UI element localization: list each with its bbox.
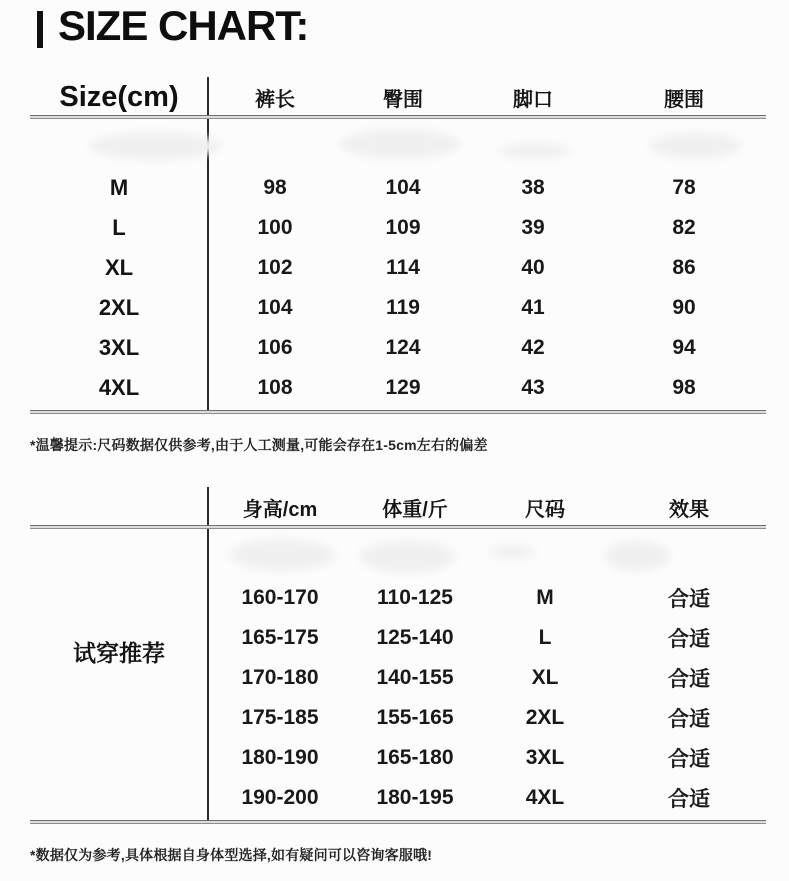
height-cell: 160-170 bbox=[241, 586, 319, 609]
size-cell: 2XL bbox=[98, 295, 140, 320]
column-header-leg-opening: 脚口 bbox=[513, 88, 553, 111]
height-cell: 190-200 bbox=[241, 786, 319, 809]
table-row bbox=[30, 658, 766, 698]
value-cell: 41 bbox=[521, 296, 545, 319]
table-row bbox=[30, 698, 766, 738]
value-cell: 43 bbox=[521, 376, 545, 399]
fit-table-rows bbox=[30, 578, 766, 818]
weight-cell: 125-140 bbox=[376, 626, 454, 649]
value-cell: 78 bbox=[672, 176, 696, 199]
page-title: SIZE CHART: bbox=[58, 2, 309, 49]
column-header-size: 尺码 bbox=[525, 498, 565, 521]
table-row bbox=[30, 778, 766, 818]
table-row bbox=[30, 578, 766, 618]
fit-table-header-rule bbox=[30, 525, 766, 529]
value-cell: 40 bbox=[521, 256, 545, 279]
fit-note: *数据仅为参考,具体根据自身体型选择,如有疑问可以咨询客服哦! bbox=[30, 847, 433, 863]
smudge-artifact bbox=[500, 143, 570, 159]
value-cell: 104 bbox=[385, 176, 421, 199]
column-header-pant-length: 裤长 bbox=[255, 88, 295, 111]
weight-cell: 165-180 bbox=[376, 746, 454, 769]
value-cell: 124 bbox=[385, 336, 421, 359]
size-cell: XL bbox=[531, 666, 559, 689]
value-cell: 109 bbox=[385, 216, 421, 239]
value-cell: 38 bbox=[521, 176, 545, 199]
table-row bbox=[30, 618, 766, 658]
smudge-artifact bbox=[230, 539, 335, 571]
value-cell: 119 bbox=[386, 296, 420, 319]
value-cell: 86 bbox=[672, 256, 696, 279]
column-header-effect: 效果 bbox=[669, 498, 709, 521]
weight-cell: 110-125 bbox=[377, 586, 453, 609]
weight-cell: 155-165 bbox=[376, 706, 454, 729]
effect-cell: 合适 bbox=[668, 788, 710, 811]
table-row bbox=[30, 248, 766, 288]
value-cell: 106 bbox=[257, 336, 293, 359]
smudge-artifact bbox=[340, 129, 460, 159]
smudge-artifact bbox=[605, 541, 670, 571]
column-header-waist: 腰围 bbox=[664, 88, 704, 111]
value-cell: 104 bbox=[257, 296, 293, 319]
value-cell: 90 bbox=[672, 296, 696, 319]
value-cell: 102 bbox=[257, 256, 293, 279]
effect-cell: 合适 bbox=[668, 708, 710, 731]
height-cell: 175-185 bbox=[241, 706, 319, 729]
fit-table-header-row bbox=[30, 487, 766, 527]
size-cell: 2XL bbox=[525, 706, 565, 729]
fit-side-label: 试穿推荐 bbox=[73, 640, 165, 666]
value-cell: 82 bbox=[672, 216, 696, 239]
value-cell: 98 bbox=[672, 376, 696, 399]
size-cell: XL bbox=[104, 255, 134, 280]
size-table-header-row bbox=[30, 77, 766, 117]
smudge-artifact bbox=[490, 545, 535, 559]
fit-table bbox=[30, 487, 766, 825]
size-cell: 3XL bbox=[525, 746, 565, 769]
size-cell: M bbox=[536, 586, 554, 609]
weight-cell: 140-155 bbox=[376, 666, 454, 689]
weight-cell: 180-195 bbox=[376, 786, 454, 809]
effect-cell: 合适 bbox=[668, 628, 710, 651]
fit-table-bottom-rule bbox=[30, 820, 766, 824]
height-cell: 180-190 bbox=[241, 746, 319, 769]
size-cell: M bbox=[109, 175, 129, 200]
height-cell: 170-180 bbox=[241, 666, 319, 689]
value-cell: 129 bbox=[385, 376, 421, 399]
size-table bbox=[30, 77, 766, 415]
table-row bbox=[30, 208, 766, 248]
effect-cell: 合适 bbox=[668, 588, 710, 611]
size-cell: 4XL bbox=[525, 786, 565, 809]
title-accent-bar bbox=[37, 11, 43, 48]
value-cell: 114 bbox=[386, 256, 420, 279]
value-cell: 42 bbox=[521, 336, 545, 359]
size-cell: L bbox=[538, 626, 552, 649]
size-note: *温馨提示:尺码数据仅供参考,由于人工测量,可能会存在1-5cm左右的偏差 bbox=[30, 437, 488, 453]
table-row bbox=[30, 168, 766, 208]
value-cell: 39 bbox=[521, 216, 545, 239]
effect-cell: 合适 bbox=[668, 748, 710, 771]
size-table-bottom-rule bbox=[30, 410, 766, 414]
size-cell: L bbox=[112, 215, 126, 240]
value-cell: 100 bbox=[257, 216, 293, 239]
height-cell: 165-175 bbox=[241, 626, 319, 649]
size-cell: 4XL bbox=[98, 375, 140, 400]
smudge-artifact bbox=[90, 132, 220, 160]
smudge-artifact bbox=[650, 133, 740, 159]
value-cell: 108 bbox=[257, 376, 293, 399]
size-table-corner-label: Size(cm) bbox=[59, 80, 179, 113]
column-header-weight: 体重/斤 bbox=[382, 498, 448, 521]
table-row bbox=[30, 368, 766, 408]
column-header-hip: 臀围 bbox=[383, 88, 423, 111]
table-row bbox=[30, 288, 766, 328]
size-table-header-rule bbox=[30, 115, 766, 119]
size-table-rows bbox=[30, 168, 766, 408]
value-cell: 98 bbox=[263, 176, 287, 199]
smudge-artifact bbox=[360, 541, 455, 573]
effect-cell: 合适 bbox=[668, 668, 710, 691]
column-header-height: 身高/cm bbox=[242, 498, 318, 521]
table-row bbox=[30, 328, 766, 368]
size-cell: 3XL bbox=[98, 335, 140, 360]
value-cell: 94 bbox=[672, 336, 696, 359]
table-row bbox=[30, 738, 766, 778]
